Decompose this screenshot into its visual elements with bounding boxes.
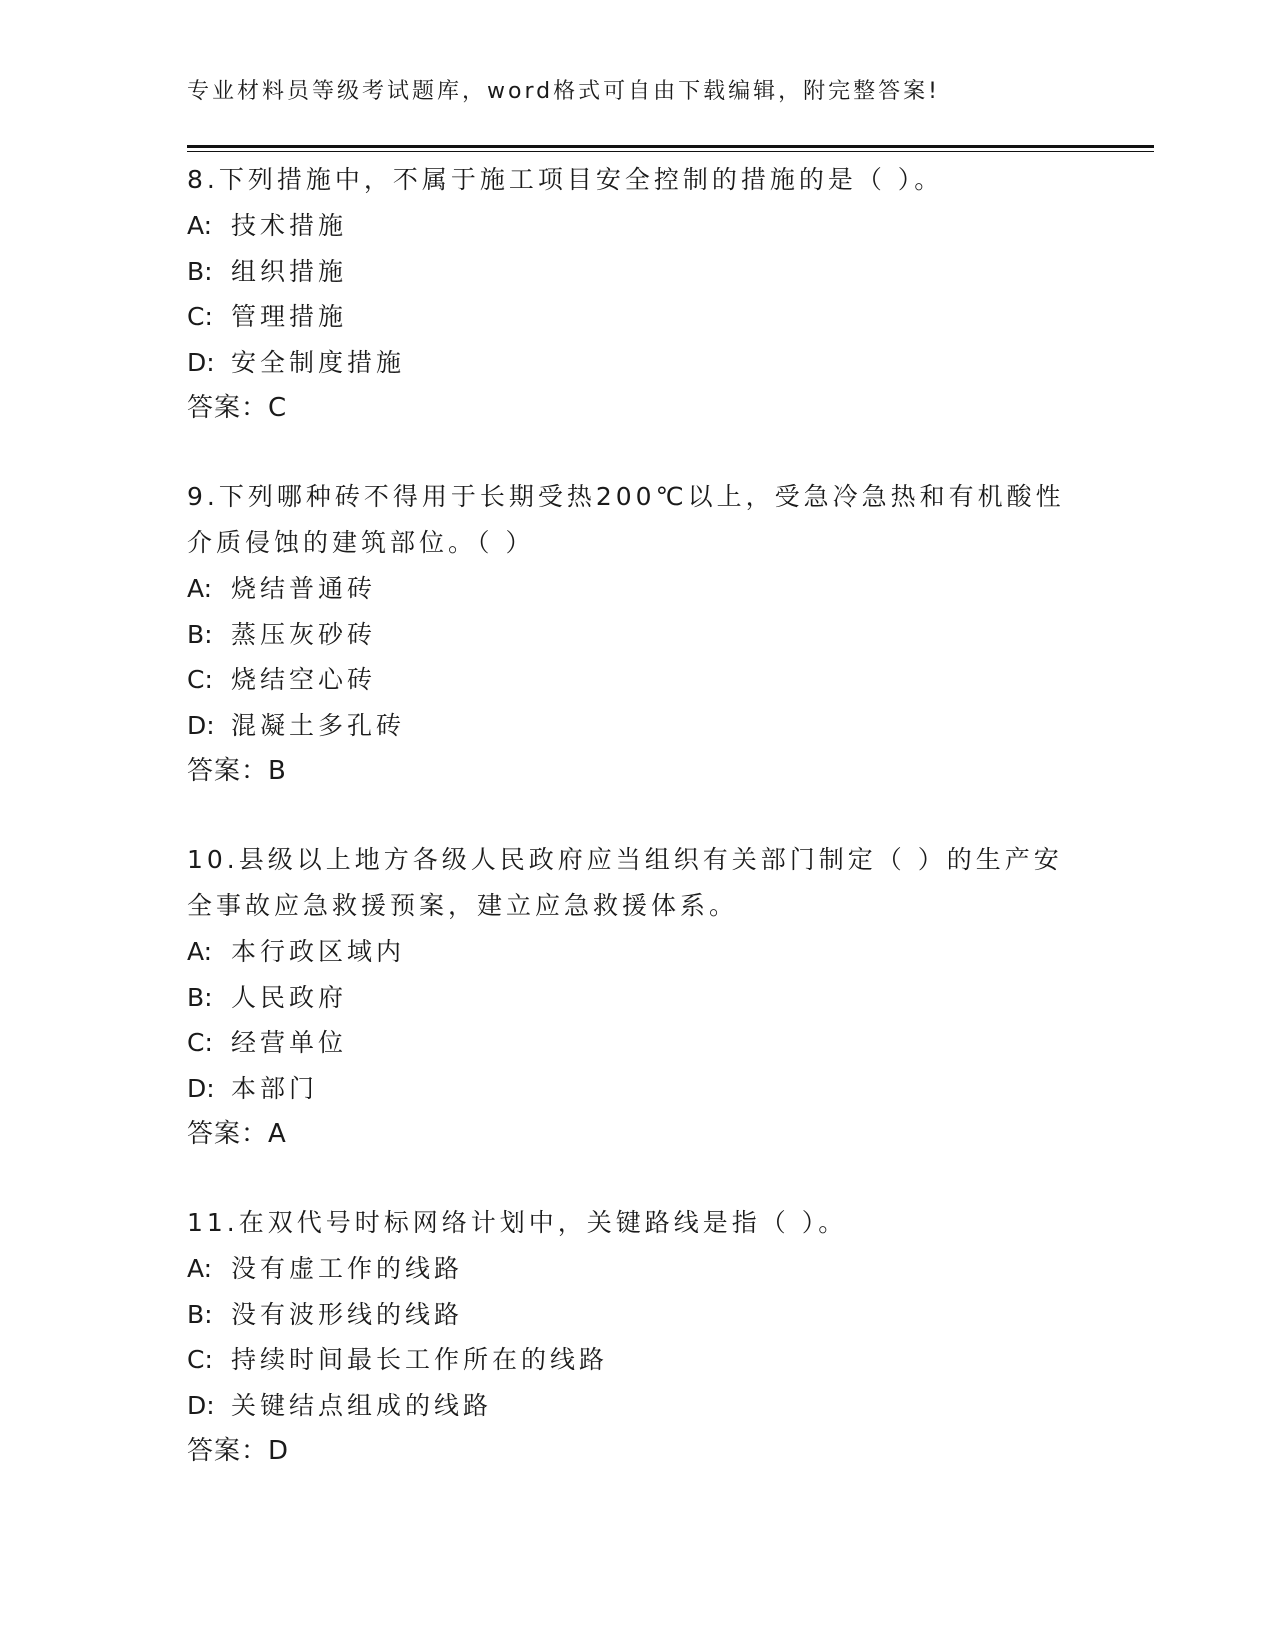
option-letter: B: [187, 619, 213, 649]
header-rule-thin [187, 151, 1154, 152]
option-a [187, 566, 1087, 612]
option-d [187, 703, 1087, 749]
answer-value: A [268, 1119, 287, 1149]
option-text: 管理措施 [231, 302, 348, 331]
option-text: 持续时间最长工作所在的线路 [231, 1345, 609, 1374]
answer-line [187, 1428, 1087, 1474]
header-rule-thick [187, 145, 1154, 148]
answer-value: D [268, 1436, 290, 1466]
question-8 [187, 157, 1087, 431]
option-letter: C: [187, 665, 213, 694]
option-letter: B: [187, 1299, 213, 1329]
option-b [187, 249, 1087, 295]
option-c [187, 657, 1087, 703]
option-text: 经营单位 [231, 1028, 348, 1057]
option-letter: C: [187, 1345, 213, 1374]
answer-line [187, 1111, 1087, 1157]
option-text: 没有波形线的线路 [231, 1299, 464, 1329]
option-text: 没有虚工作的线路 [231, 1254, 464, 1283]
option-text: 蒸压灰砂砖 [231, 619, 377, 649]
option-text: 本行政区域内 [231, 937, 406, 966]
option-d [187, 1383, 1087, 1429]
answer-label: 答案： [187, 1436, 269, 1466]
option-a [187, 203, 1087, 249]
answer-label: 答案： [187, 1119, 269, 1149]
answer-line [187, 748, 1087, 794]
option-letter: D: [187, 1073, 215, 1103]
answer-value: C [268, 393, 288, 423]
option-letter: B: [187, 982, 213, 1012]
option-c [187, 294, 1087, 340]
question-9 [187, 474, 1087, 794]
option-letter: D: [187, 1390, 215, 1420]
option-c [187, 1337, 1087, 1383]
option-text: 本部门 [231, 1073, 319, 1103]
answer-label: 答案： [187, 393, 269, 423]
option-a [187, 1246, 1087, 1292]
option-letter: B: [187, 256, 213, 286]
option-b [187, 1292, 1087, 1338]
question-10 [187, 837, 1087, 1157]
question-11 [187, 1200, 1087, 1474]
option-letter: D: [187, 710, 215, 740]
option-a [187, 929, 1087, 975]
question-stem: 11.在双代号时标网络计划中，关键路线是指（ ）。 [187, 1208, 848, 1237]
option-d [187, 1066, 1087, 1112]
option-text: 关键结点组成的线路 [231, 1390, 493, 1420]
option-text: 安全制度措施 [231, 347, 406, 377]
option-text: 技术措施 [231, 211, 348, 240]
page-header: 专业材料员等级考试题库，word格式可自由下载编辑，附完整答案! [187, 79, 940, 104]
option-letter: A: [187, 1254, 213, 1283]
answer-line [187, 385, 1087, 431]
option-letter: A: [187, 574, 213, 603]
question-stem: 10.县级以上地方各级人民政府应当组织有关部门制定（ ）的生产安全事故应急救援预案，建立应急救援体系。 [187, 845, 1063, 920]
option-c [187, 1020, 1087, 1066]
option-d [187, 340, 1087, 386]
option-text: 烧结空心砖 [231, 665, 377, 694]
question-stem: 8.下列措施中，不属于施工项目安全控制的措施的是（ ）。 [187, 165, 944, 194]
option-b [187, 612, 1087, 658]
option-text: 烧结普通砖 [231, 574, 377, 603]
option-letter: A: [187, 211, 213, 240]
question-stem: 9.下列哪种砖不得用于长期受热200℃以上，受急冷急热和有机酸性介质侵蚀的建筑部位。（ ） [187, 482, 1065, 557]
option-text: 人民政府 [231, 982, 348, 1012]
option-letter: A: [187, 937, 213, 966]
option-b [187, 975, 1087, 1021]
question-list [187, 157, 1087, 1517]
option-text: 混凝土多孔砖 [231, 710, 406, 740]
answer-label: 答案： [187, 756, 269, 786]
option-letter: D: [187, 347, 215, 377]
option-letter: C: [187, 302, 213, 331]
option-text: 组织措施 [231, 256, 348, 286]
answer-value: B [268, 756, 287, 786]
option-letter: C: [187, 1028, 213, 1057]
